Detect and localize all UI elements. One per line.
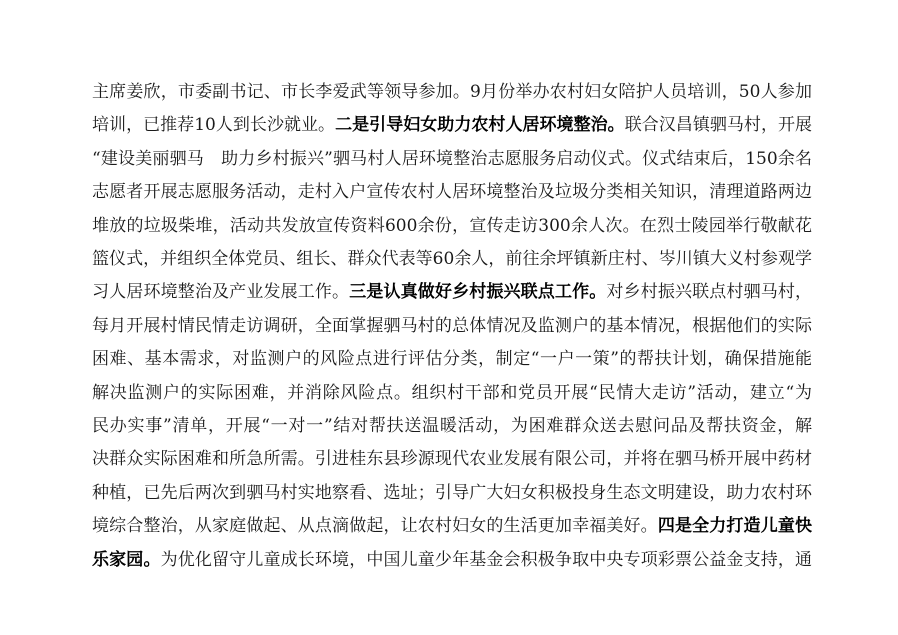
body-text-run: 境综合整治，从家庭做起、从点滴做起，让农村妇女的生活更加幸福美好。 (92, 516, 658, 537)
body-text-run: 解决监测户的实际困难，并消除风险点。组织村干部和党员开展“民情大走访”活动，建立“为 (92, 382, 812, 403)
bold-heading-text: 四是全力打造儿童快 (657, 516, 812, 537)
bold-heading-text: 二是引导妇女助力农村人居环境整治。 (335, 115, 625, 136)
text-line (92, 312, 812, 340)
text-line (92, 479, 812, 507)
body-text-run: 联合汉昌镇驷马村，开展 (624, 115, 812, 136)
text-line (92, 512, 812, 540)
body-text-run: 种植，已先后两次到驷马村实地察看、选址；引导广大妇女积极投身生态文明建设，助力农村环 (92, 482, 812, 503)
body-text-run: 为优化留守儿童成长环境，中国儿童少年基金会积极争取中央专项彩票公益金支持，通 (160, 549, 812, 570)
body-text-run: 篮仪式，并组织全体党员、组长、群众代表等60余人，前往余坪镇新庄村、岑川镇大义村参观学 (92, 249, 812, 269)
text-line (92, 145, 812, 173)
body-text-run: 习人居环境整治及产业发展工作。 (92, 282, 350, 303)
text-line (92, 178, 812, 206)
body-text-run: 困难、基本需求，对监测户的风险点进行评估分类，制定“一户一策”的帮扶计划，确保措施能 (92, 349, 812, 370)
text-line (92, 111, 812, 139)
body-text-run: “建设美丽驷马 助力乡村振兴”驷马村人居环境整治志愿服务启动仪式。仪式结束后，150余名 (92, 148, 812, 169)
text-line (92, 245, 812, 273)
text-line (92, 445, 812, 473)
bold-heading-text: 三是认真做好乡村振兴联点工作。 (349, 282, 607, 303)
text-line (92, 278, 812, 306)
body-text-run: 民办实事”清单，开展“一对一”结对帮扶送温暖活动，为困难群众送去慰问品及帮扶资金，解 (92, 416, 812, 436)
bold-heading-text: 乐家园。 (92, 549, 161, 570)
body-text-run: 每月开展村情民情走访调研，全面掌握驷马村的总体情况及监测户的基本情况，根据他们的实际 (92, 315, 812, 336)
text-line (92, 212, 812, 240)
body-text-run: 堆放的垃圾柴堆，活动共发放宣传资料600余份，宣传走访300余人次。在烈士陵园举行敬献花 (92, 215, 812, 236)
body-text-run: 决群众实际困难和所急所需。引进桂东县珍源现代农业发展有限公司，并将在驷马桥开展中药材 (92, 449, 812, 470)
text-line (92, 412, 812, 440)
body-text-run: 培训，已推荐10人到长沙就业。 (92, 115, 336, 136)
text-line (92, 78, 812, 106)
body-text-run: 对乡村振兴联点村驷马村， (606, 282, 812, 303)
body-text-run: 志愿者开展志愿服务活动，走村入户宣传农村人居环境整治及垃圾分类相关知识，清理道路两边 (92, 182, 812, 203)
text-line (92, 379, 812, 407)
body-text-run: 主席姜欣，市委副书记、市长李爱武等领导参加。9月份举办农村妇女陪护人员培训，50人参加 (92, 82, 812, 102)
text-line (92, 345, 812, 373)
text-line (92, 546, 812, 574)
